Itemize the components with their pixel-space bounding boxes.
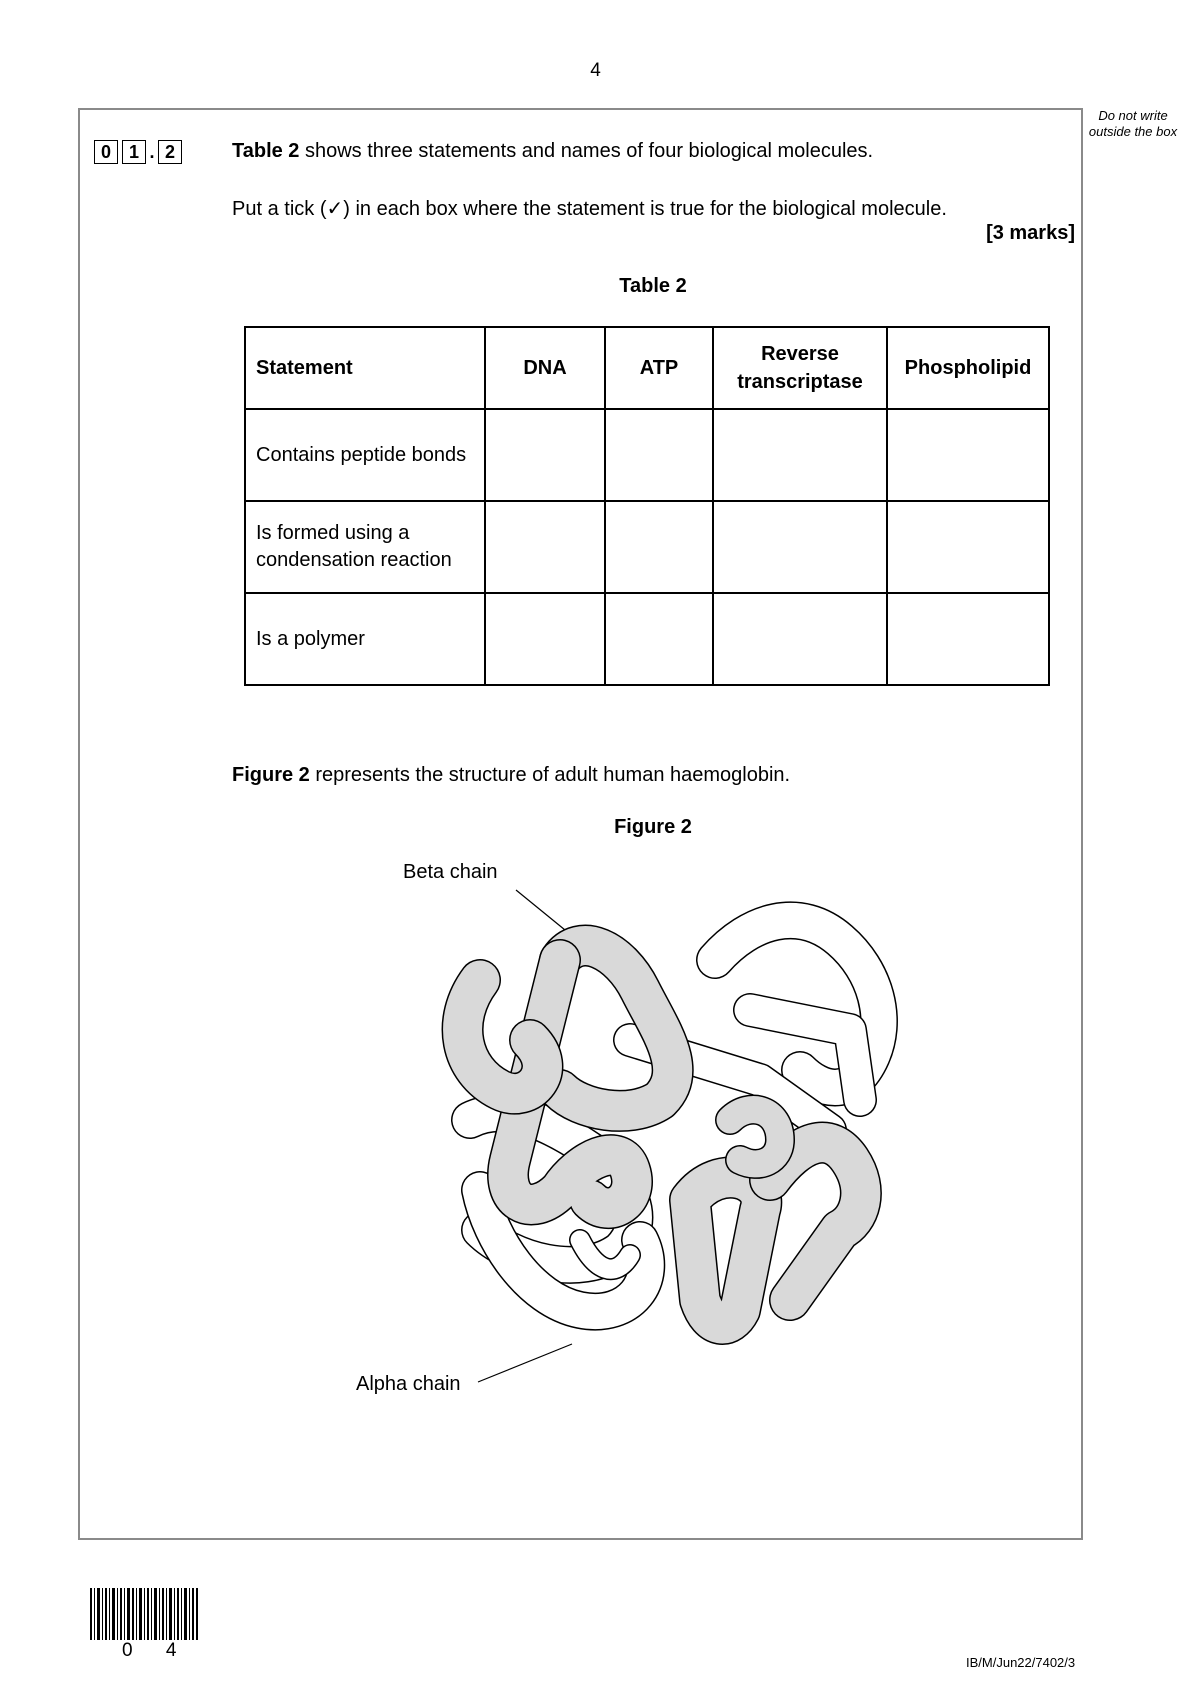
tick-box[interactable] — [485, 409, 605, 501]
figure-intro-text: represents the structure of adult human haemoglobin. — [309, 764, 791, 786]
answer-table — [244, 326, 1050, 686]
alpha-chain-label: Alpha chain — [356, 1373, 461, 1395]
question-digit-1: 0 — [94, 140, 118, 164]
tick-box[interactable] — [887, 593, 1049, 685]
tick-box[interactable] — [485, 501, 605, 593]
figure-ref: Figure 2 — [232, 764, 310, 786]
tick-box[interactable] — [605, 409, 713, 501]
header-reverse-transcriptase: Reverse transcriptase — [713, 327, 887, 409]
tick-box[interactable] — [713, 593, 887, 685]
tick-box[interactable] — [605, 593, 713, 685]
tick-box[interactable] — [713, 501, 887, 593]
table-row — [245, 593, 1049, 685]
statement-cell: Is formed using a condensation reaction — [245, 501, 485, 593]
footer-code: IB/M/Jun22/7402/3 — [966, 1655, 1076, 1670]
barcode-number: 0 4 — [122, 1640, 191, 1661]
question-intro-text: shows three statements and names of four biological molecules. — [299, 140, 874, 162]
margin-note: Do not write outside the box — [1088, 108, 1178, 139]
haemoglobin-diagram — [330, 860, 980, 1410]
table-row — [245, 409, 1049, 501]
page-number: 4 — [590, 60, 601, 81]
header-phospholipid: Phospholipid — [887, 327, 1049, 409]
question-number — [94, 140, 182, 164]
question-instruction: Put a tick (✓) in each box where the statement is true for the biological molecule. — [232, 198, 947, 220]
tick-box[interactable] — [887, 501, 1049, 593]
table-header-row — [245, 327, 1049, 409]
marks-label: [3 marks] — [986, 222, 1075, 244]
question-digit-2: 1 — [122, 140, 146, 164]
question-intro — [232, 140, 873, 163]
question-dot: . — [149, 141, 155, 162]
table-row — [245, 501, 1049, 593]
question-digit-3: 2 — [158, 140, 182, 164]
table-ref: Table 2 — [232, 140, 300, 162]
header-dna: DNA — [485, 327, 605, 409]
figure-caption: Figure 2 — [614, 816, 692, 838]
statement-cell: Contains peptide bonds — [245, 409, 485, 501]
tick-box[interactable] — [605, 501, 713, 593]
header-statement: Statement — [245, 327, 485, 409]
beta-chain-label: Beta chain — [403, 861, 498, 883]
table-caption: Table 2 — [619, 275, 687, 297]
tick-box[interactable] — [485, 593, 605, 685]
figure-intro — [232, 764, 790, 787]
alpha-leader-line — [478, 1344, 572, 1382]
header-atp: ATP — [605, 327, 713, 409]
statement-cell: Is a polymer — [245, 593, 485, 685]
tick-box[interactable] — [713, 409, 887, 501]
tick-box[interactable] — [887, 409, 1049, 501]
barcode — [90, 1588, 200, 1640]
